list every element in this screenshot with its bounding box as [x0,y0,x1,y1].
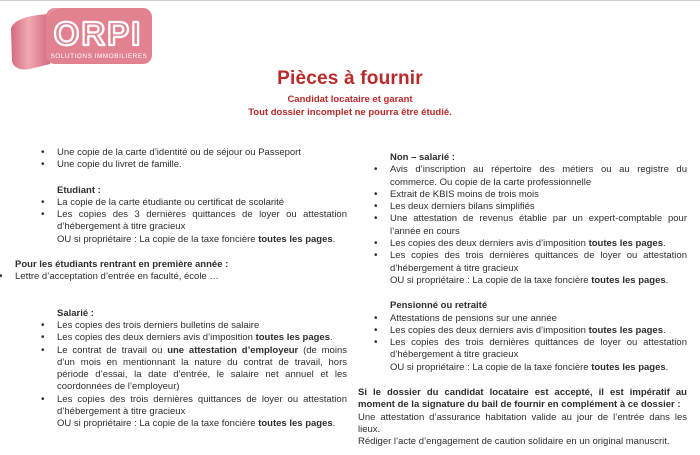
text-run: Extrait de KBIS moins de trois mois [390,188,539,200]
text-run: Attestations de pensions sur une année [390,312,557,324]
section-heading: Pour les étudiants rentrant en première année : [15,259,229,271]
continuation-line [57,234,347,246]
list-item [390,325,687,337]
list-item [390,213,687,238]
continuation-line [358,412,687,437]
emphasized-text: toutes les pages [258,233,333,245]
text-run: . [665,274,669,286]
list-item [57,320,347,332]
document-section [15,259,347,284]
text-run: Les deux derniers bilans simplifiés [390,201,535,213]
list-item [390,164,687,189]
orpi-tagline: SOLUTIONS IMMOBILIERES [50,53,148,60]
list-item [57,394,347,419]
emphasized-text: Si le dossier du candidat locataire est accepté, il est impératif au moment de la signature du bail de fournir en complément à ce dossier : [358,387,687,411]
text-run: Avis d’inscription au répertoire des métiers ou au registre du commerce. Ou copie de la carte professionnelle [390,164,687,188]
text-run: . [663,238,666,250]
text-run: OU si propriétaire : La copie de la taxe foncière [390,361,592,373]
list-item [390,337,687,362]
emphasized-text: toutes les pages [255,332,331,344]
text-run: OU si propriétaire : La copie de la taxe foncière [57,418,259,430]
emphasized-text: toutes les pages [588,238,664,250]
text-run: Rédiger l’acte d’engagement de caution solidaire en un original manuscrit. [358,436,670,448]
bullet-list [15,197,347,246]
continuation-line [358,436,687,448]
continuation-line [390,275,687,287]
text-run: Les copies des trois dernières quittances de loyer ou attestation d’hébergement à titre gracieux [390,250,687,274]
text-run: Les copies des deux derniers avis d’imposition [390,238,589,250]
document-section [15,308,347,431]
left-column [15,147,347,449]
continuation-line [358,387,687,412]
list-item [390,238,687,250]
emphasized-text: une attestation d’employeur [167,344,299,356]
text-run: Les copies des trois dernières quittances de loyer ou attestation d’hébergement à titre gracieux [390,337,687,361]
list-item [57,147,347,159]
text-run: (de moins d’un mois en mentionnant la nature du contrat de travail, hors période d’essai, la date d’entrée, le salaire net annuel et les coordonnées de l’employeur) [57,344,347,393]
emphasized-text: toutes les pages [591,274,666,286]
list-item [57,197,347,209]
text-run: Les copies des deux derniers avis d’imposition [390,324,589,336]
list-item [390,201,687,213]
text-run: Une copie de la carte d’identité ou de séjour ou Passeport [57,147,301,158]
list-item [390,189,687,201]
text-run: Une attestation de revenus établie par un expert-comptable pour l’année en cours [390,213,687,237]
text-run: La copie de la carte étudiante ou certificat de scolarité [57,196,285,208]
text-run: Lettre d’acceptation d’entrée en faculté, école … [15,271,219,283]
text-run: Les copies des trois derniers bulletins de salaire [57,319,260,331]
text-run: Les copies des deux derniers avis d’imposition [57,332,256,344]
text-run: Le contrat de travail ou [57,344,168,356]
text-run: . [665,361,669,373]
text-run: . [330,332,333,344]
document-section [358,387,687,448]
content-columns [15,147,687,449]
document-section [358,152,687,287]
bullet-list [358,313,687,374]
list-item [15,271,347,283]
text-run: . [663,324,666,336]
bullet-list [358,387,687,448]
document-section [15,147,347,172]
text-run: OU si propriétaire : La copie de la taxe foncière [390,274,592,286]
document-section [15,185,347,246]
document-header [0,68,700,118]
text-run: . [332,233,336,245]
list-item [57,159,347,171]
bullet-list [15,147,347,172]
section-heading: Non – salarié : [390,152,455,163]
page-subtitle: Candidat locataire et garant [287,94,413,105]
text-run: Les copies des 3 dernières quittances de loyer ou attestation d’hébergement à titre gracieux [57,209,347,233]
list-item [390,250,687,275]
emphasized-text: toutes les pages [588,324,664,336]
continuation-line [57,418,347,430]
orpi-wordmark: ORPI [53,15,143,52]
ribbon-tail [11,14,50,70]
continuation-line [390,362,687,374]
right-column [358,147,687,449]
list-item [390,313,687,325]
emphasized-text: toutes les pages [258,418,333,430]
text-run: Les copies des trois dernières quittances de loyer ou attestation d’hébergement à titre gracieux [57,393,347,418]
orpi-logo-graphic [4,4,156,74]
list-item [57,345,347,394]
bullet-list [15,271,347,283]
text-run: OU si propriétaire : La copie de la taxe foncière [57,233,259,245]
text-run: . [332,418,336,430]
text-run: Une copie du livret de famille. [57,159,182,171]
list-item [57,209,347,234]
page-title: Pièces à fournir [277,68,423,89]
list-item [57,332,347,344]
bullet-list [358,164,687,287]
orpi-logo [4,4,156,74]
page-top-border [0,0,700,1]
emphasized-text: toutes les pages [591,361,666,373]
document-section [358,300,687,374]
bullet-list [15,320,347,431]
page-warning: Tout dossier incomplet ne pourra être étudié. [248,107,452,118]
section-heading: Salarié : [57,307,94,319]
section-heading: Etudiant : [57,184,101,196]
section-heading: Pensionné ou retraité [390,300,488,312]
text-run: Une attestation d’assurance habitation valide au jour de l’entrée dans les lieux. [358,411,687,435]
